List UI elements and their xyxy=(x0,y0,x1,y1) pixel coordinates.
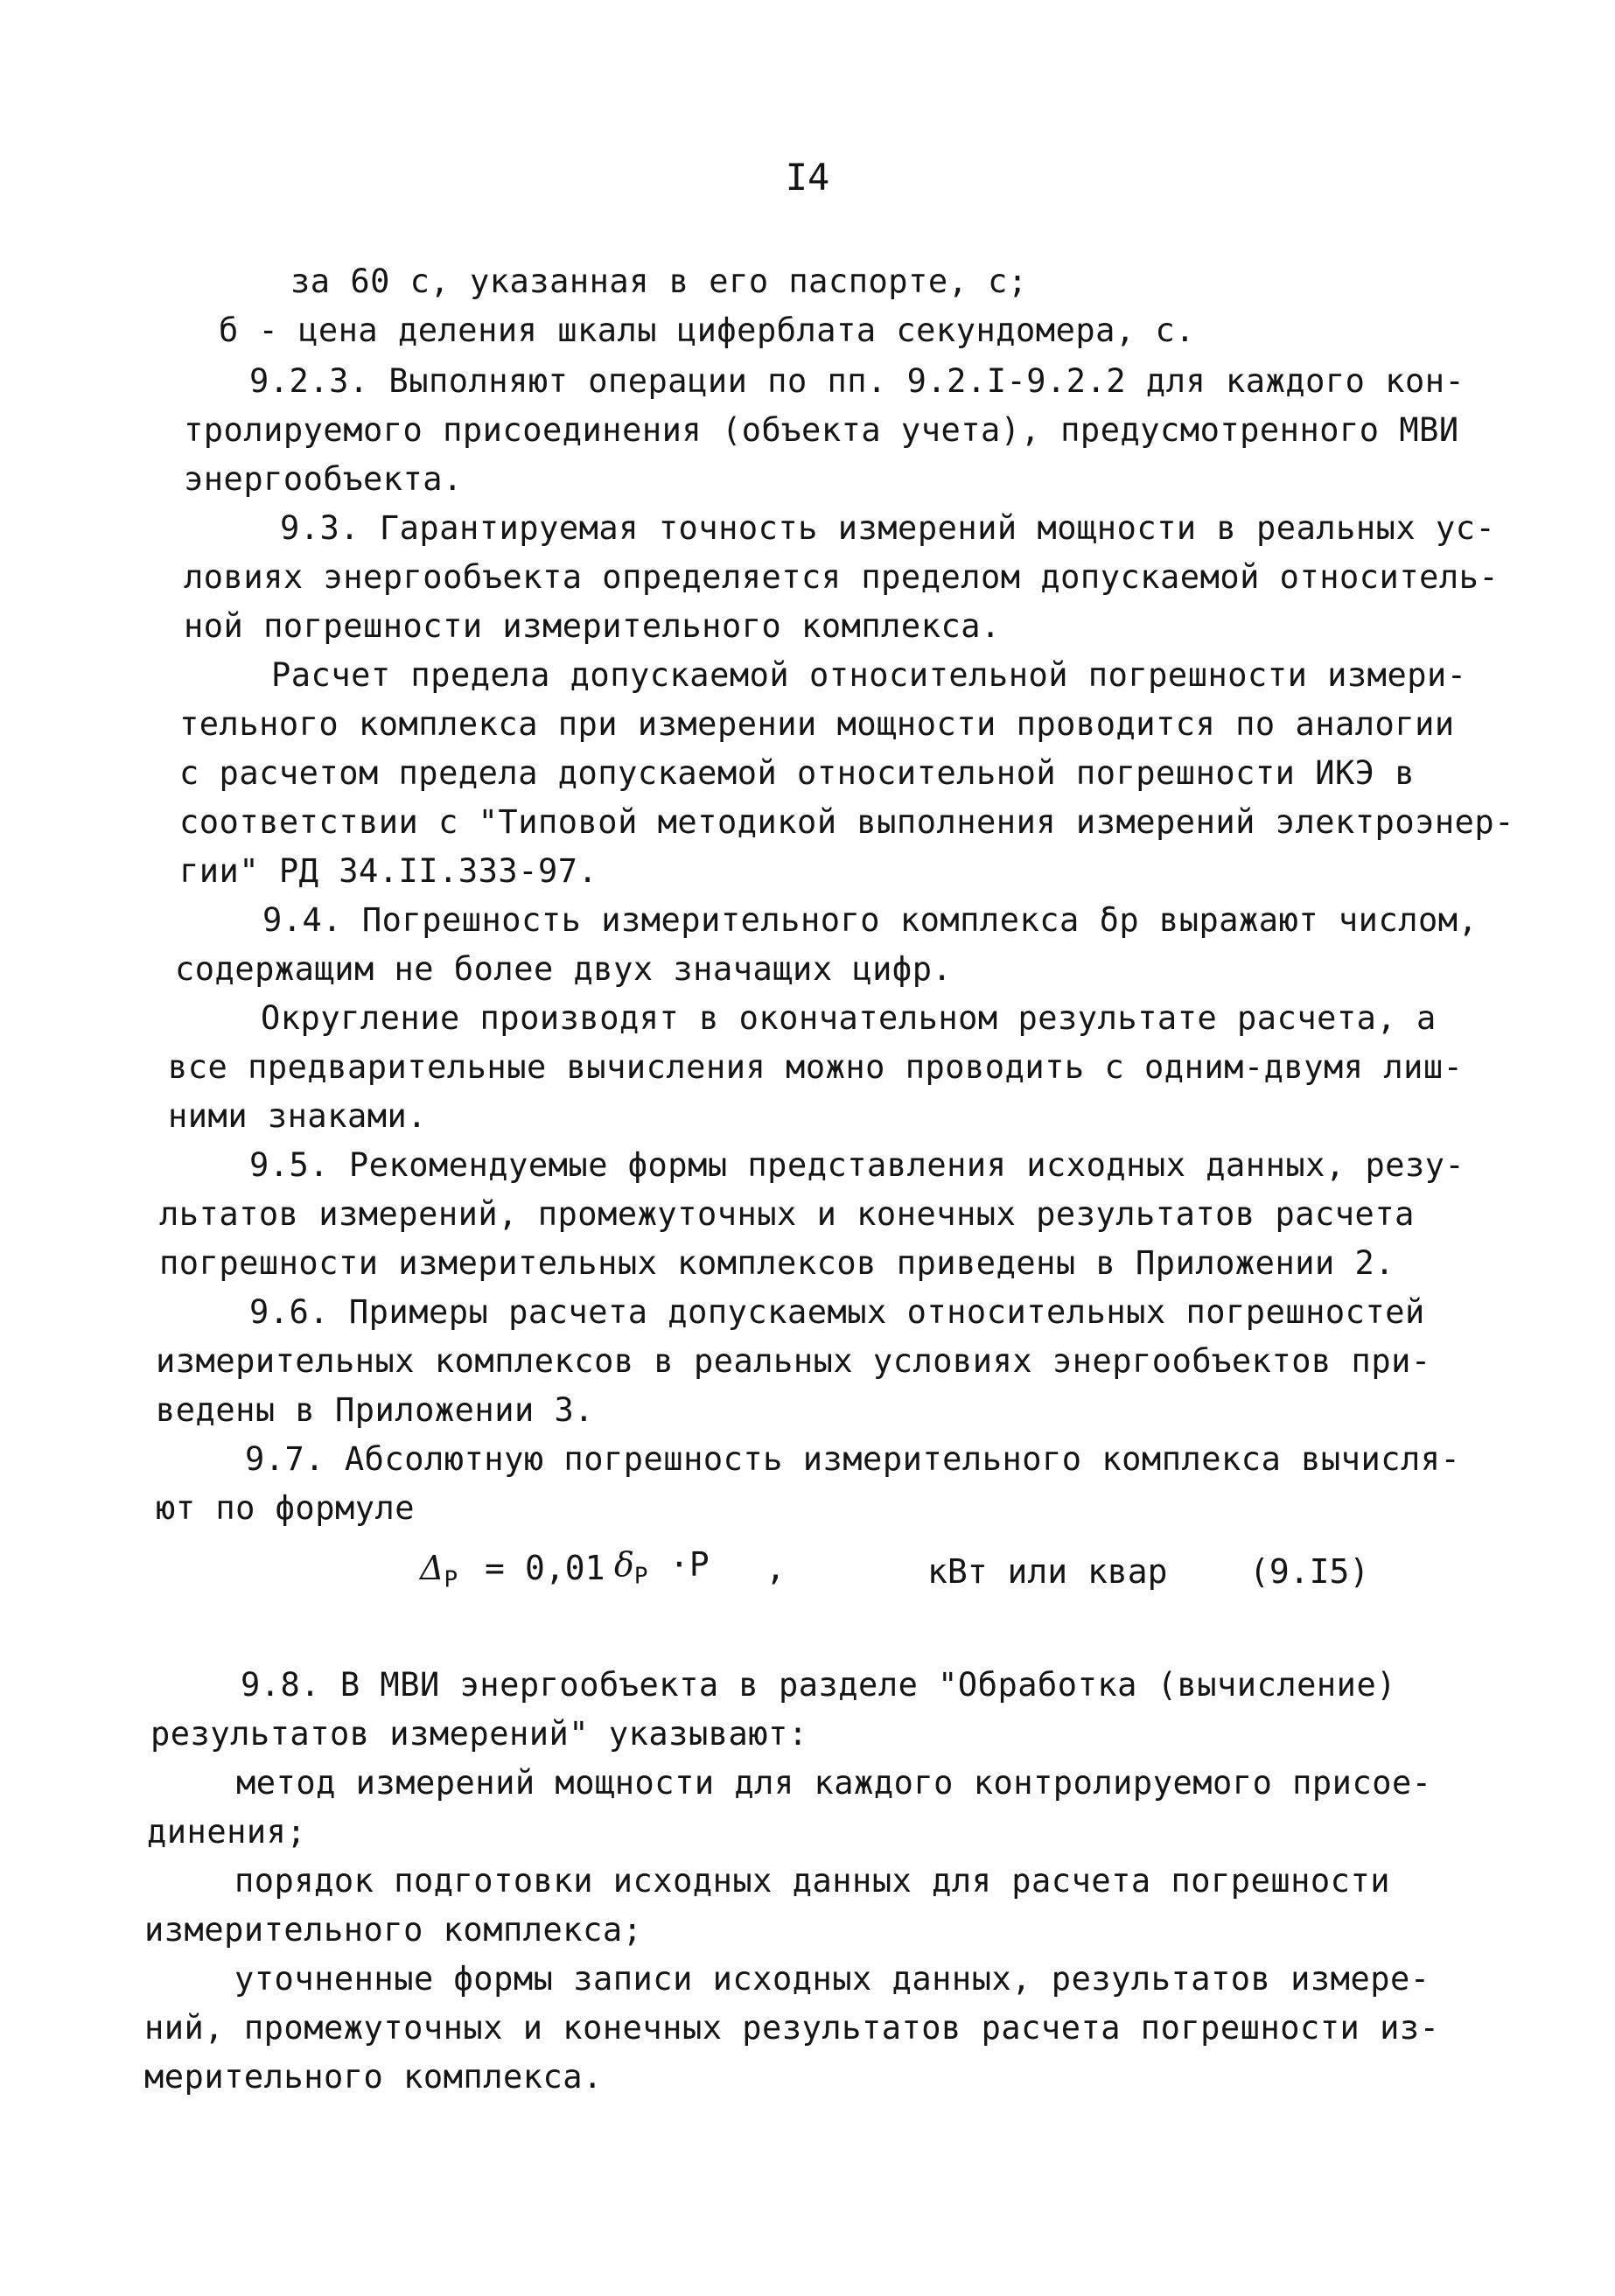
text-line: энергообъекта. xyxy=(184,460,463,498)
text-line: ной погрешности измерительного комплекса. xyxy=(184,607,1001,645)
text-line: 9.3. Гарантируемая точность измерений мощности в реальных ус- xyxy=(280,509,1496,547)
text-line: содержащим не более двух значащих цифр. xyxy=(175,950,953,988)
text-line: 9.4. Погрешность измерительного комплекса δр выражают числом, xyxy=(262,901,1479,939)
text-line: за 60 с, указанная в его паспорте, с; xyxy=(290,262,1028,300)
text-line: мерительного комплекса. xyxy=(144,2058,603,2096)
text-line: Округление производят в окончательном результате расчета, а xyxy=(261,999,1437,1037)
text-line: измерительного комплекса; xyxy=(144,1911,643,1949)
formula-unit: кВт или квар xyxy=(927,1552,1168,1591)
formula-delta xyxy=(614,1545,648,1590)
text-line: с расчетом предела допускаемой относительной погрешности ИКЭ в xyxy=(179,754,1416,792)
text-line: уточненные формы записи исходных данных, результатов измере- xyxy=(234,1960,1430,1998)
text-line: все предварительные вычисления можно проводить с одним-двумя лиш- xyxy=(168,1048,1464,1086)
text-line: Расчет предела допускаемой относительной погрешности измери- xyxy=(271,656,1467,694)
text-line: ний, промежуточных и конечных результатов расчета погрешности из- xyxy=(144,2009,1440,2047)
delta-p-symbol: δ xyxy=(614,1545,634,1584)
text-line: 9.6. Примеры расчета допускаемых относительных погрешностей xyxy=(249,1293,1425,1331)
text-line: результатов измерений" указывают: xyxy=(150,1715,808,1753)
text-line: ними знаками. xyxy=(168,1097,428,1135)
page-number: I4 xyxy=(785,156,830,199)
text-line: гии" РД 34.II.333-97. xyxy=(179,852,598,890)
formula-9-15 xyxy=(420,1542,1382,1612)
text-line: ют по формуле xyxy=(156,1489,416,1527)
text-line: тельного комплекса при измерении мощности проводится по аналогии xyxy=(179,705,1455,743)
formula-lhs-subscript: P xyxy=(444,1566,458,1593)
formula-lhs xyxy=(420,1549,458,1593)
formula-delta-subscript: P xyxy=(633,1563,648,1590)
formula-equals: = xyxy=(485,1549,505,1587)
text-line: измерительных комплексов в реальных условиях энергообъектов при- xyxy=(156,1342,1431,1380)
text-line: динения; xyxy=(147,1813,307,1851)
delta-symbol: Δ xyxy=(420,1549,444,1587)
formula-comma: , xyxy=(766,1549,786,1587)
text-line: соответствии с "Типовой методикой выполнения измерений электроэнер- xyxy=(179,803,1514,841)
text-line: льтатов измерений, промежуточных и конечных результатов расчета xyxy=(159,1195,1415,1233)
formula-coefficient: 0,01 xyxy=(525,1549,605,1587)
text-line: тролируемого присоединения (объекта учета), предусмотренного МВИ xyxy=(184,411,1459,449)
formula-power: ·P xyxy=(669,1545,710,1584)
formula-number: (9.I5) xyxy=(1249,1552,1370,1591)
text-line: 9.8. В МВИ энергообъекта в разделе "Обработка (вычисление) xyxy=(241,1666,1397,1704)
text-line: б - цена деления шкалы циферблата секундомера, с. xyxy=(219,312,1196,349)
text-line: погрешности измерительных комплексов приведены в Приложении 2. xyxy=(159,1244,1395,1282)
text-line: 9.5. Рекомендуемые формы представления исходных данных, резу- xyxy=(249,1146,1465,1184)
text-line: ведены в Приложении 3. xyxy=(156,1391,595,1429)
text-line: метод измерений мощности для каждого контролируемого присое- xyxy=(236,1764,1432,1802)
text-line: ловиях энергообъекта определяется пределом допускаемой относитель- xyxy=(184,558,1500,596)
text-line: 9.7. Абсолютную погрешность измерительного комплекса вычисля- xyxy=(245,1440,1461,1478)
text-line: 9.2.3. Выполняют операции по пп. 9.2.I-9.2.2 для каждого кон- xyxy=(249,362,1465,400)
text-line: порядок подготовки исходных данных для расчета погрешности xyxy=(234,1862,1391,1900)
